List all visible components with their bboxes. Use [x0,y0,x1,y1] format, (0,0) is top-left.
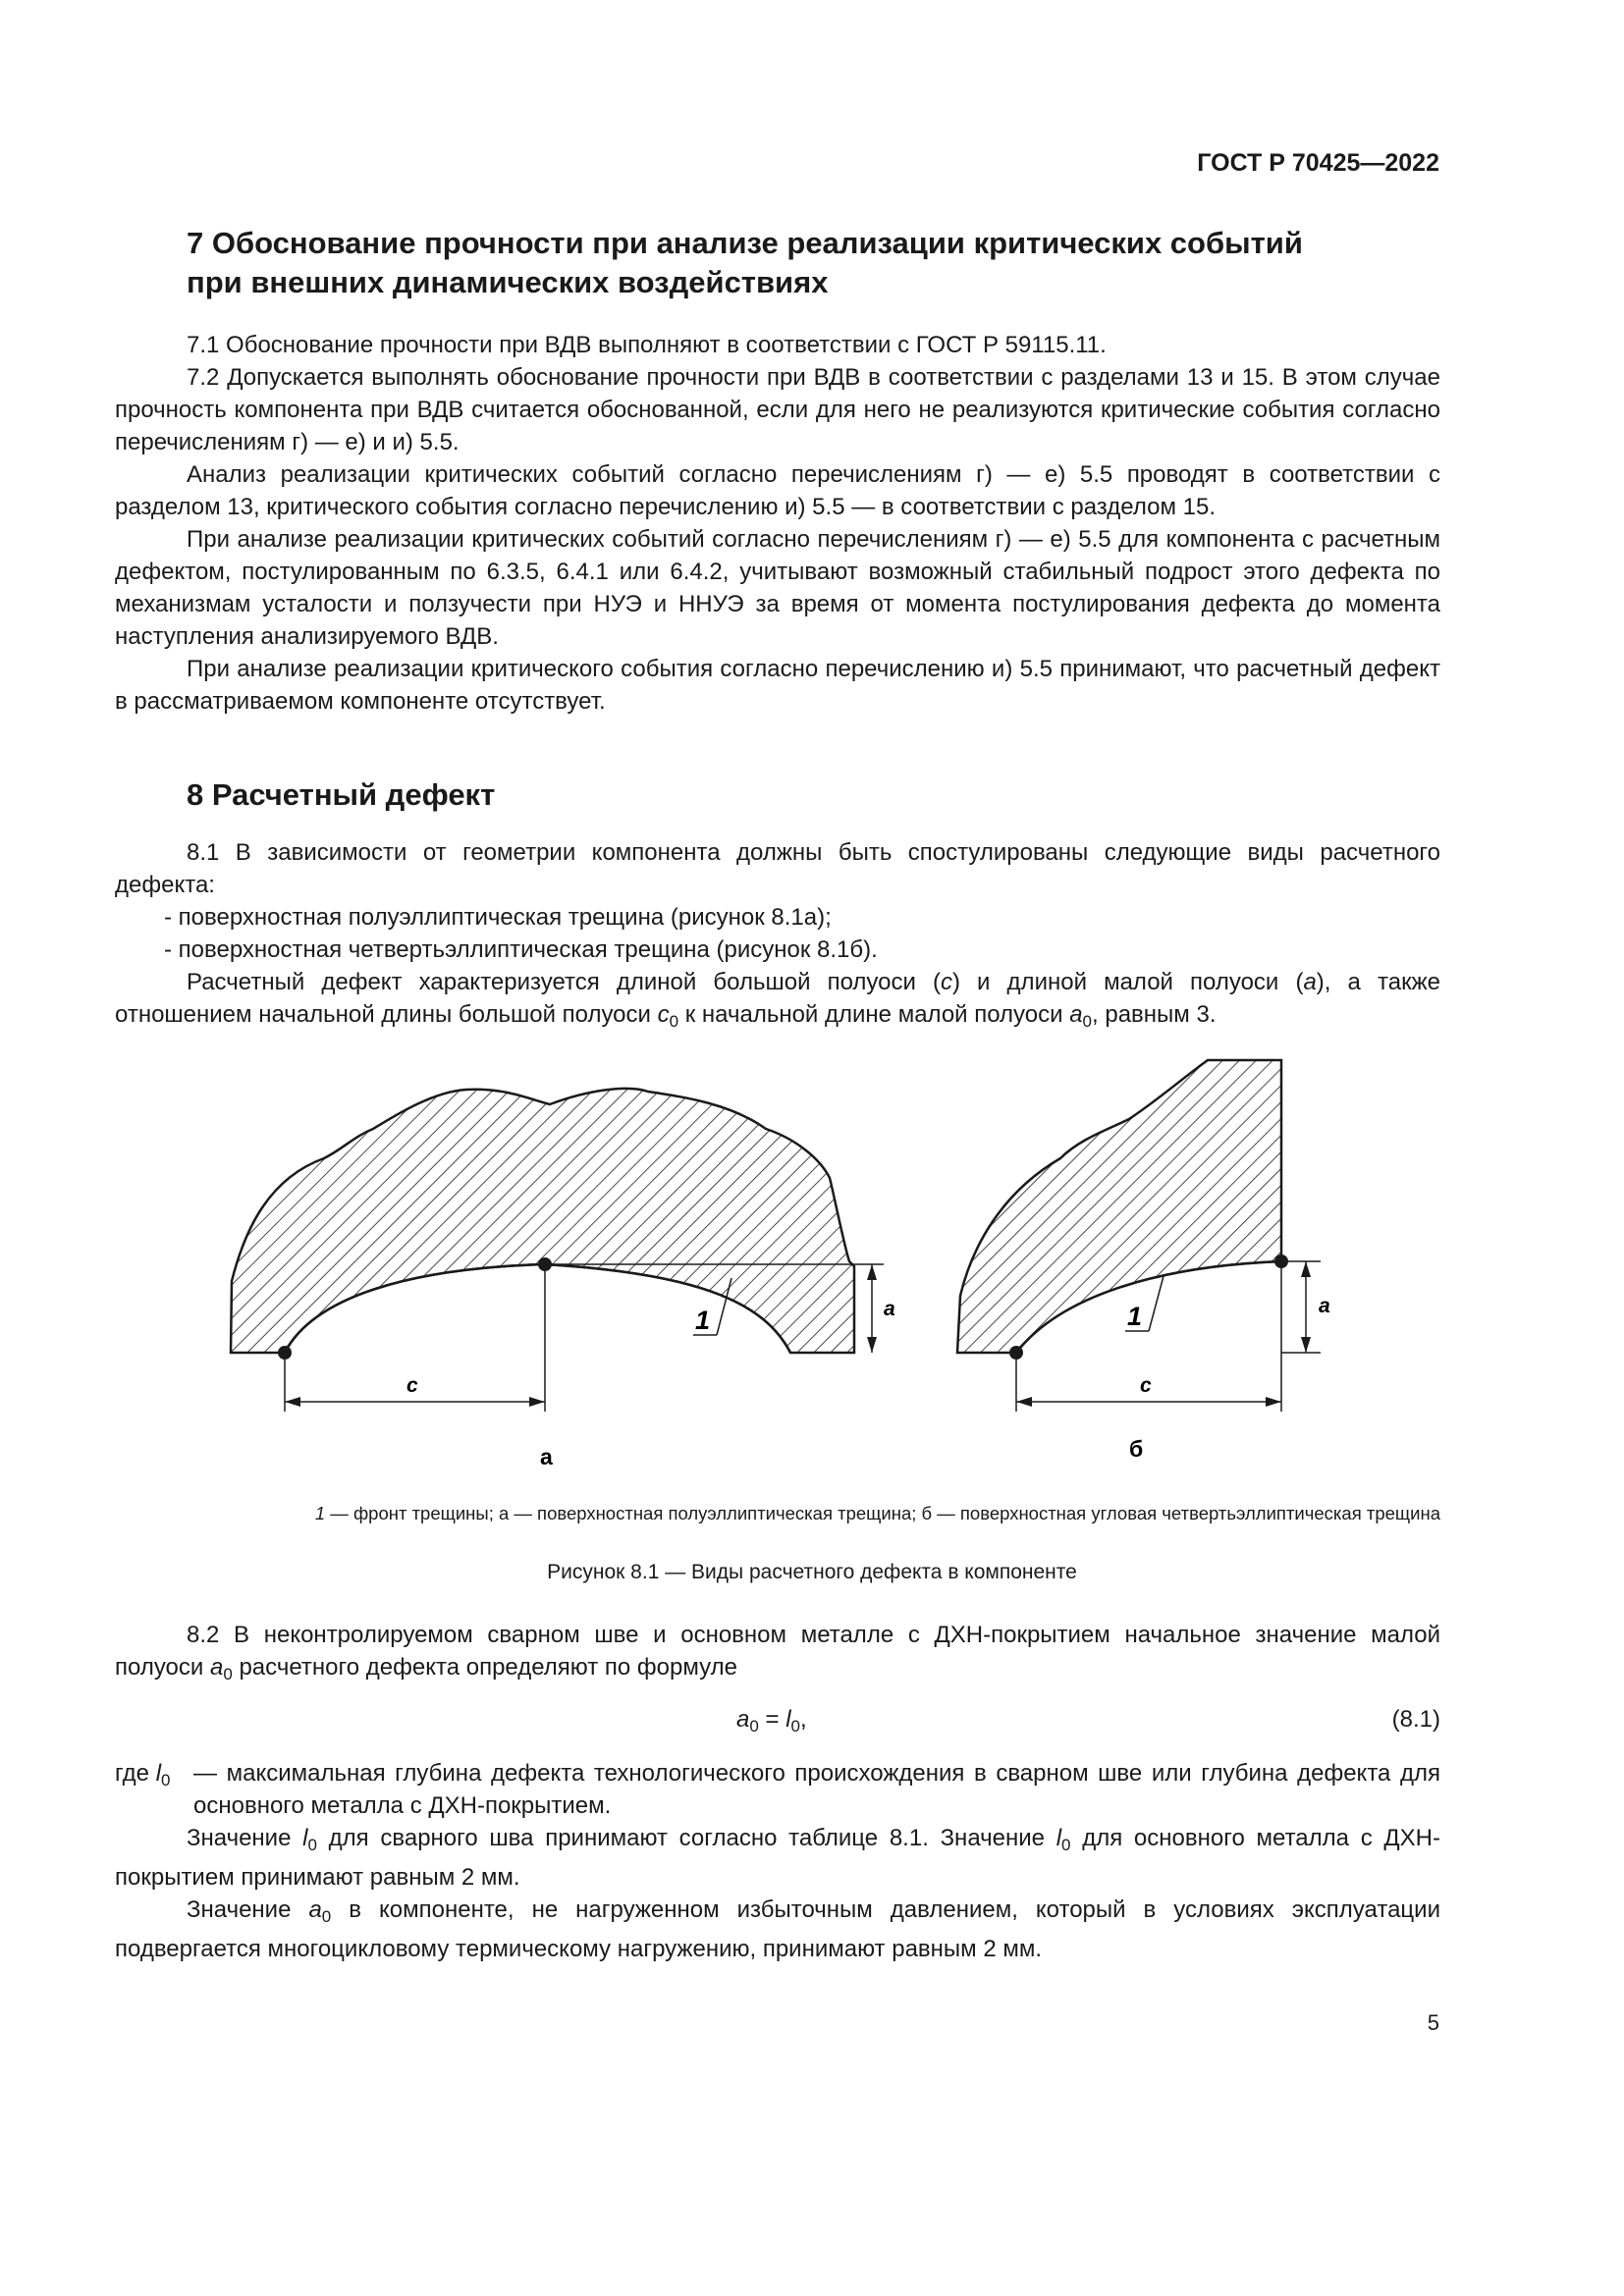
dim-label-c-a: c [406,1374,418,1397]
paragraph-8-1-defect: Расчетный дефект характеризуется длиной большой полуоси (c) и длиной малой полуоси (a), а также отношением начальной длины большой полуоси $c_0$ к начальной длине малой полуоси $a_0$, равным 3. [115,969,1440,1031]
callout-1-a: 1 [695,1306,711,1335]
subfigure-label-a: а [540,1444,553,1469]
figure-caption: Рисунок 8.1 — Виды расчетного дефекта в компоненте [547,1561,1077,1583]
subfigure-label-b: б [1129,1436,1144,1462]
leader-1-b [1149,1276,1164,1331]
list-item-semi-elliptical: - поверхностная полуэллиптическая трещина (рисунок 8.1а); [164,904,832,931]
callout-1-b: 1 [1127,1302,1143,1331]
paragraph-8-1: 8.1 В зависимости от геометрии компонента должны быть спостулированы следующие виды расчетного дефекта: [115,839,1440,898]
where-clause [115,1757,1440,1822]
paragraph-7-3: Анализ реализации критических событий согласно перечислениям г) — е) 5.5 проводят в соответствии с разделом 13, критического события согласно перечислению и) 5.5 — в соответствии с разделом 15. [115,461,1440,520]
list-item-quarter-elliptical: - поверхностная четвертьэллиптическая трещина (рисунок 8.1б). [164,936,878,963]
where-symbol: где $l_0$ [115,1760,171,1789]
dim-label-c-b: c [1140,1374,1152,1397]
section-7-title-line1: 7 Обоснование прочности при анализе реализации критических событий [187,226,1303,260]
paragraph-7-4: При анализе реализации критических событий согласно перечислениям г) — е) 5.5 для компонента с расчетным дефектом, постулированным по 6.3.5, 6.4.1 или 6.4.2, учитывают возможный стабильный подрост этого дефекта по механизмам усталости и ползучести при НУЭ и ННУЭ за время от момента постулирования дефекта до момента наступления анализируемого ВДВ. [115,526,1440,650]
paragraph-8-2-weld: Значение $l_0$ для сварного шва принимают согласно таблице 8.1. Значение $l_0$ для основного металла с ДХН-покрытием принимают равным 2 мм. [115,1825,1440,1891]
formula-expression: $a_0 = l_0$, [736,1706,807,1735]
where-definition: — максимальная глубина дефекта технологического происхождения в сварном шве или глубина дефекта для основного металла с ДХН-покрытием. [193,1760,1440,1819]
dim-label-a-b: a [1319,1295,1330,1317]
section-7-title-line2: при внешних динамических воздействиях [187,265,829,299]
formula-explanation [115,1757,1440,1965]
dim-label-a-a: a [884,1298,895,1320]
formula-number: (8.1) [1391,1706,1440,1733]
figure-legend: 1 — фронт трещины; а — поверхностная полуэллиптическая трещина; б — поверхностная угловая четвертьэллиптическая трещина [314,1503,1440,1523]
paragraph-7-2: 7.2 Допускается выполнять обоснование прочности при ВДВ в соответствии с разделами 13 и 15. В этом случае прочность компонента при ВДВ считается обоснованной, если для него не реализуются критические события согласно перечислениям г) — е) и и) 5.5. [115,364,1440,455]
document-header: ГОСТ Р 70425—2022 [1197,149,1439,177]
paragraph-7-1: 7.1 Обоснование прочности при ВДВ выполняют в соответствии с ГОСТ Р 59115.11. [187,332,1107,358]
paragraph-8-2: 8.2 В неконтролируемом сварном шве и основном металле с ДХН-покрытием начальное значение малой полуоси $a_0$ расчетного дефекта определяют по формуле [115,1622,1440,1683]
section-8-title: 8 Расчетный дефект [187,777,496,812]
paragraph-8-2-thermal: Значение $a_0$ в компоненте, не нагруженном избыточным давлением, который в условиях эксплуатации подвергается многоцикловому термическому нагружению, принимают равным 2 мм. [115,1896,1440,1962]
component-b-body [957,1060,1281,1353]
page-number: 5 [1427,2010,1439,2035]
paragraph-7-5: При анализе реализации критического события согласно перечислению и) 5.5 принимают, что расчетный дефект в рассматриваемом компоненте отсутствует. [115,656,1440,715]
section-8-2-body [115,1619,1440,1690]
